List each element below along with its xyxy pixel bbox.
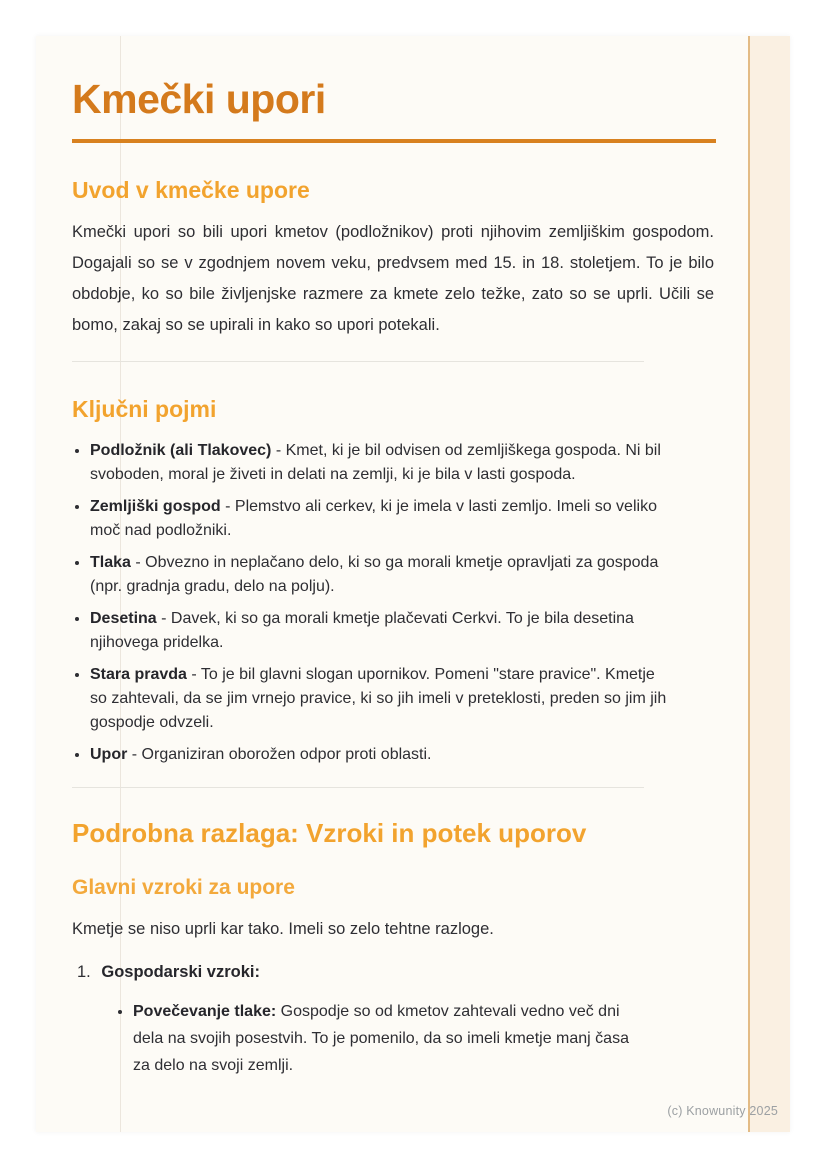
- numbered-item-label: Gospodarski vzroki:: [101, 963, 260, 981]
- list-item: [90, 550, 714, 599]
- key-term: Upor: [90, 746, 128, 763]
- key-term-definition: - Organiziran oborožen odpor proti oblasti.: [131, 746, 432, 763]
- key-term: Zemljiški gospod: [90, 498, 221, 515]
- page-content: [36, 36, 752, 1079]
- key-term: Stara pravda: [90, 666, 187, 683]
- page-title: Kmečki upori: [72, 76, 326, 122]
- copyright-footer: (c) Knowunity 2025: [667, 1104, 778, 1118]
- list-item: [90, 606, 714, 655]
- document-page: [36, 36, 790, 1132]
- section-heading-uvod: Uvod v kmečke upore: [72, 177, 310, 203]
- detail-lead-paragraph: Kmetje se niso uprli kar tako. Imeli so zelo tehtne razloge.: [72, 920, 494, 938]
- key-term-definition: - Kmet, ki je bil odvisen od zemljiškega gospoda. Ni bil svoboden, moral je živeti in delati na zemlji, ki je bila v lasti gospoda.: [90, 442, 661, 483]
- key-term-definition: - To je bil glavni slogan upornikov. Pomeni "stare pravice". Kmetje so zahtevali, da se jim vrnejo pravice, ki so jih imeli v preteklosti, preden so jim jih gospodje odvzeli.: [90, 666, 667, 731]
- numbered-list-item: [72, 960, 714, 984]
- key-term: Desetina: [90, 610, 157, 627]
- key-term: Tlaka: [90, 554, 131, 571]
- intro-paragraph: Kmečki upori so bili upori kmetov (podložnikov) proti njihovim zemljiškim gospodom. Dogajali so se v zgodnjem novem veku, predvsem med 15. in 18. stoletjem. To je bilo obdobje, ko so bile življenjske razmere za kmete zelo težke, zato so se uprli. Učili se bomo, zakaj so se upirali in kako so upori potekali.: [72, 223, 714, 334]
- list-number: 1.: [77, 963, 91, 981]
- key-terms-list: [72, 438, 714, 767]
- nested-bullet-list: [115, 998, 714, 1079]
- list-item: [90, 494, 714, 543]
- title-rule: [72, 139, 716, 143]
- list-item: [90, 742, 714, 767]
- key-term-definition: - Obvezno in neplačano delo, ki so ga morali kmetje opravljati za gospoda (npr. gradnja gradu, delo na polju).: [90, 554, 659, 595]
- section-heading-kljucni-pojmi: Ključni pojmi: [72, 396, 217, 422]
- key-term-definition: - Plemstvo ali cerkev, ki je imela v lasti zemljo. Imeli so veliko moč nad podložniki.: [90, 498, 657, 539]
- sub-term-definition: Gospodje so od kmetov zahtevali vedno več dni dela na svojih posestvih. To je pomenilo, da so imeli kmetje manj časa za delo na svoji zemlji.: [133, 1003, 629, 1074]
- list-item: [90, 662, 714, 735]
- page-right-margin-strip: [748, 36, 790, 1132]
- list-item: [90, 438, 714, 487]
- sub-term: Povečevanje tlake:: [133, 1003, 277, 1020]
- key-term-definition: - Davek, ki so ga morali kmetje plačevati Cerkvi. To je bila desetina njihovega pridelka.: [90, 610, 634, 651]
- subsection-heading-glavni-vzroki: Glavni vzroki za upore: [72, 876, 295, 899]
- list-item: [133, 998, 714, 1079]
- section-divider: [72, 361, 644, 362]
- key-term: Podložnik (ali Tlakovec): [90, 442, 272, 459]
- section-heading-podrobna-razlaga: Podrobna razlaga: Vzroki in potek uporov: [72, 818, 587, 848]
- section-divider: [72, 787, 644, 788]
